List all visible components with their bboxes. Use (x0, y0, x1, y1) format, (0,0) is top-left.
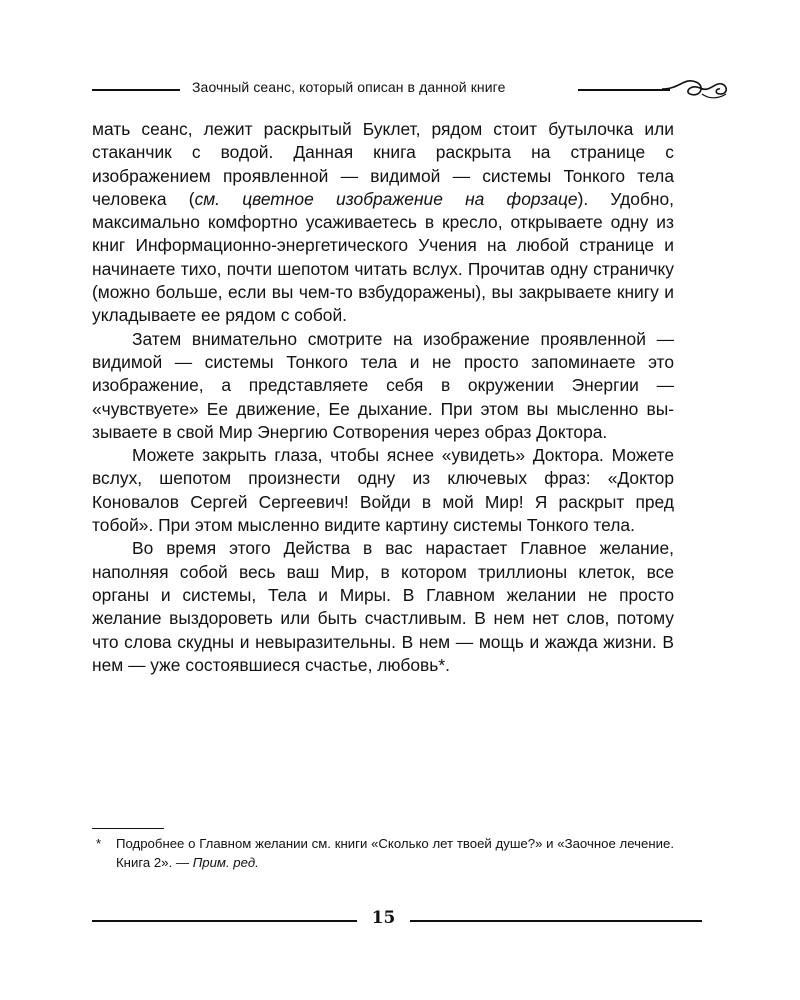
paragraph-3: Можете закрыть глаза, чтобы яснее «увидеть» Доктора. Можете вслух, шепотом произнести одну из ключевых фраз: «Доктор Коновалов Сергей Сергеевич! Войди в мой Мир! Я раскрыт пред тобой». При этом мысленно видите картину системы Тонкого тела. (92, 445, 674, 536)
running-header (92, 72, 732, 108)
flourish-ornament-icon (662, 72, 732, 108)
body-text (92, 118, 674, 677)
footnote (92, 834, 674, 872)
running-header-title: Заочный сеанс, который описан в данной книге (192, 79, 506, 95)
header-rule-right (578, 89, 670, 91)
paragraph-1-tail: ). Удобно, максимально комфортно усаживаетесь в кресло, открываете одну из книг Информационно-энергетического Учения на любой странице и начинаете тихо, почти шепотом читать вслух. Прочитав одну страничку (можно больше, если вы чем-то взбудоражены), вы закрываете книгу и укладываете ее рядом с собой. (92, 188, 675, 326)
paragraph-1 (92, 118, 674, 328)
page-number: 15 (371, 908, 396, 928)
footnote-text (92, 834, 674, 872)
footnote-emphasis: Прим. ред. (192, 855, 259, 870)
footnote-marker: * (96, 836, 102, 851)
paragraph-4: Во время этого Действа в вас нарастает Главное желание, наполняя собой весь ваш Мир, в котором триллионы клеток, все органы и системы, Тела и Миры. В Главном желании не просто желание выздороветь или быть счастливым. В нем нет слов, потому что слова скудны и невыразительны. В нем — мощь и жажда жизни. В нем — уже состоявшиеся счастье, любовь*. (92, 538, 674, 675)
footnote-body: Подробнее о Главном желании см. книги «Сколько лет твоей душе?» и «Заочное лечение. Книга 2». — (116, 836, 674, 870)
paragraph-1-text: мать сеанс, лежит раскрытый Буклет, рядом стоит бутылочка или стаканчик с водой. Данная книга раскрыта на странице с изображением проявленной — видимой — системы Тонкого тела человека ( (92, 119, 674, 209)
header-rule-left (92, 89, 180, 91)
footnote-rule (92, 828, 164, 829)
footer-rule-left (92, 920, 357, 922)
paragraph-1-emphasis: см. цветное изображение на форзаце (194, 188, 578, 209)
paragraph-2: Затем внимательно смотрите на изображение проявленной — видимой — системы Тонкого тела и не просто запоминаете это изображение, а представляете себя в окружении Энергии — «чувствуете» Ее движение, Ее дыхание. При этом вы мысленно вызываете в свой Мир Энергию Сотворения через образ Доктора. (92, 328, 674, 442)
footer-rule-right (410, 920, 702, 922)
